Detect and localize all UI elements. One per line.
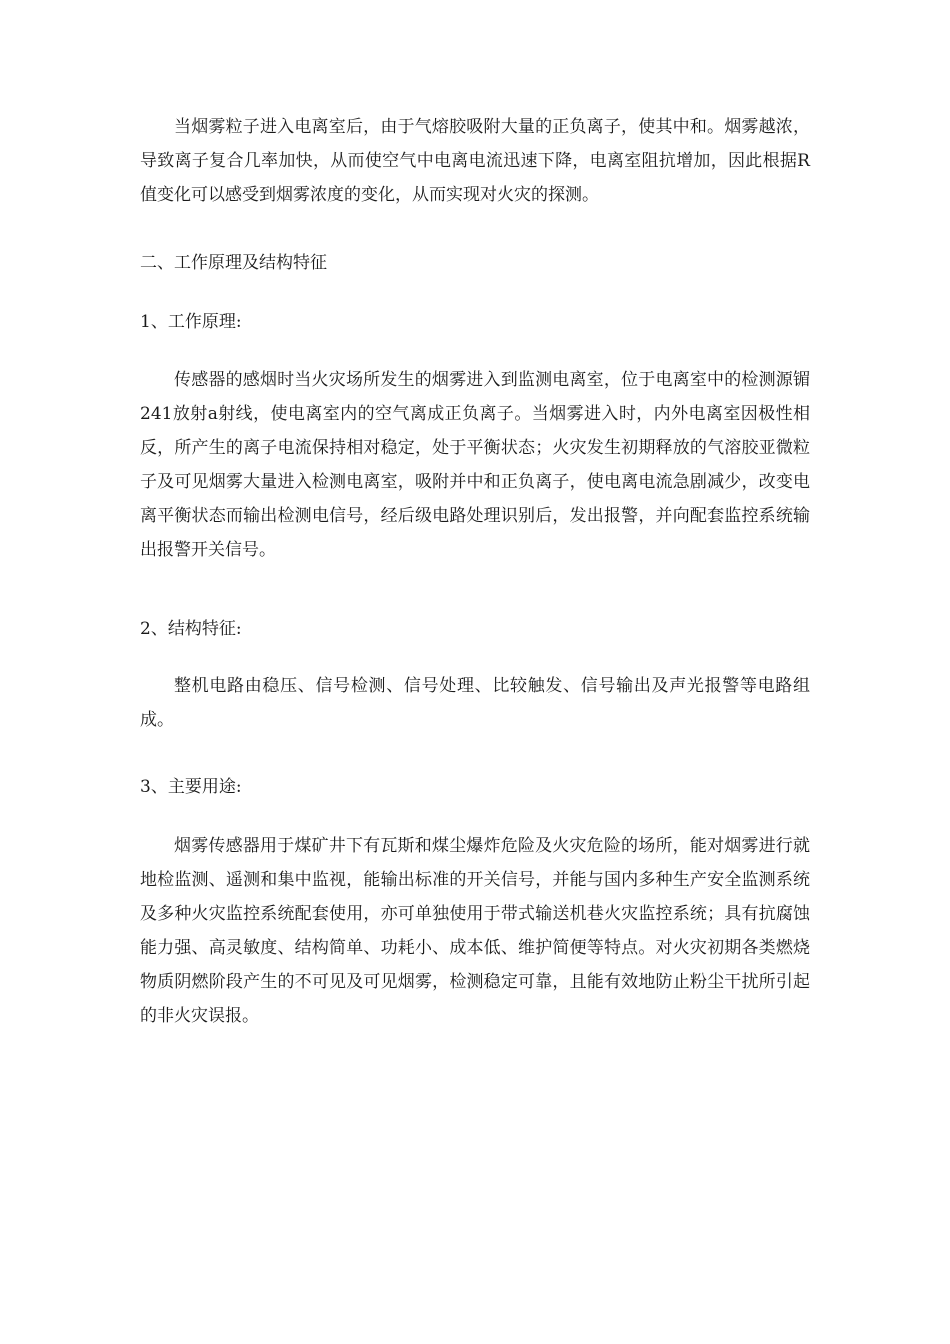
subheading-structure-features: 2、结构特征: <box>140 619 242 639</box>
working-principle-paragraph: 传感器的感烟时当火灾场所发生的烟雾进入到监测电离室，位于电离室中的检测源镅241放射a射线，使电离室内的空气离成正负离子。当烟雾进入时，内外电离室因极性相反，所产生的离子电流保持相对稳定，处于平衡状态；火灾发生初期释放的气溶胶亚微粒子及可见烟雾大量进入检测电离室，吸附并中和正负离子，使电离电流急剧减少，改变电离平衡状态而输出检测电信号，经后级电路处理识别后，发出报警，并向配套监控系统输出报警开关信号。 <box>140 370 810 560</box>
intro-paragraph: 当烟雾粒子进入电离室后，由于气熔胶吸附大量的正负离子，使其中和。烟雾越浓，导致离子复合几率加快，从而使空气中电离电流迅速下降，电离室阻抗增加，因此根据R值变化可以感受到烟雾浓度的变化，从而实现对火灾的探测。 <box>140 117 810 205</box>
subheading-main-uses: 3、主要用途: <box>140 777 242 797</box>
subheading-working-principle: 1、工作原理: <box>140 312 242 332</box>
main-uses-paragraph: 烟雾传感器用于煤矿井下有瓦斯和煤尘爆炸危险及火灾危险的场所，能对烟雾进行就地检监测、遥测和集中监视，能输出标准的开关信号，并能与国内多种生产安全监测系统及多种火灾监控系统配套使用，亦可单独使用于带式输送机巷火灾监控系统；具有抗腐蚀能力强、高灵敏度、结构简单、功耗小、成本低、维护简便等特点。对火灾初期各类燃烧物质阴燃阶段产生的不可见及可见烟雾，检测稳定可靠，且能有效地防止粉尘干扰所引起的非火灾误报。 <box>140 836 810 1026</box>
structure-features-paragraph: 整机电路由稳压、信号检测、信号处理、比较触发、信号输出及声光报警等电路组成。 <box>140 676 810 730</box>
section-heading-principle-and-structure: 二、工作原理及结构特征 <box>140 253 327 273</box>
